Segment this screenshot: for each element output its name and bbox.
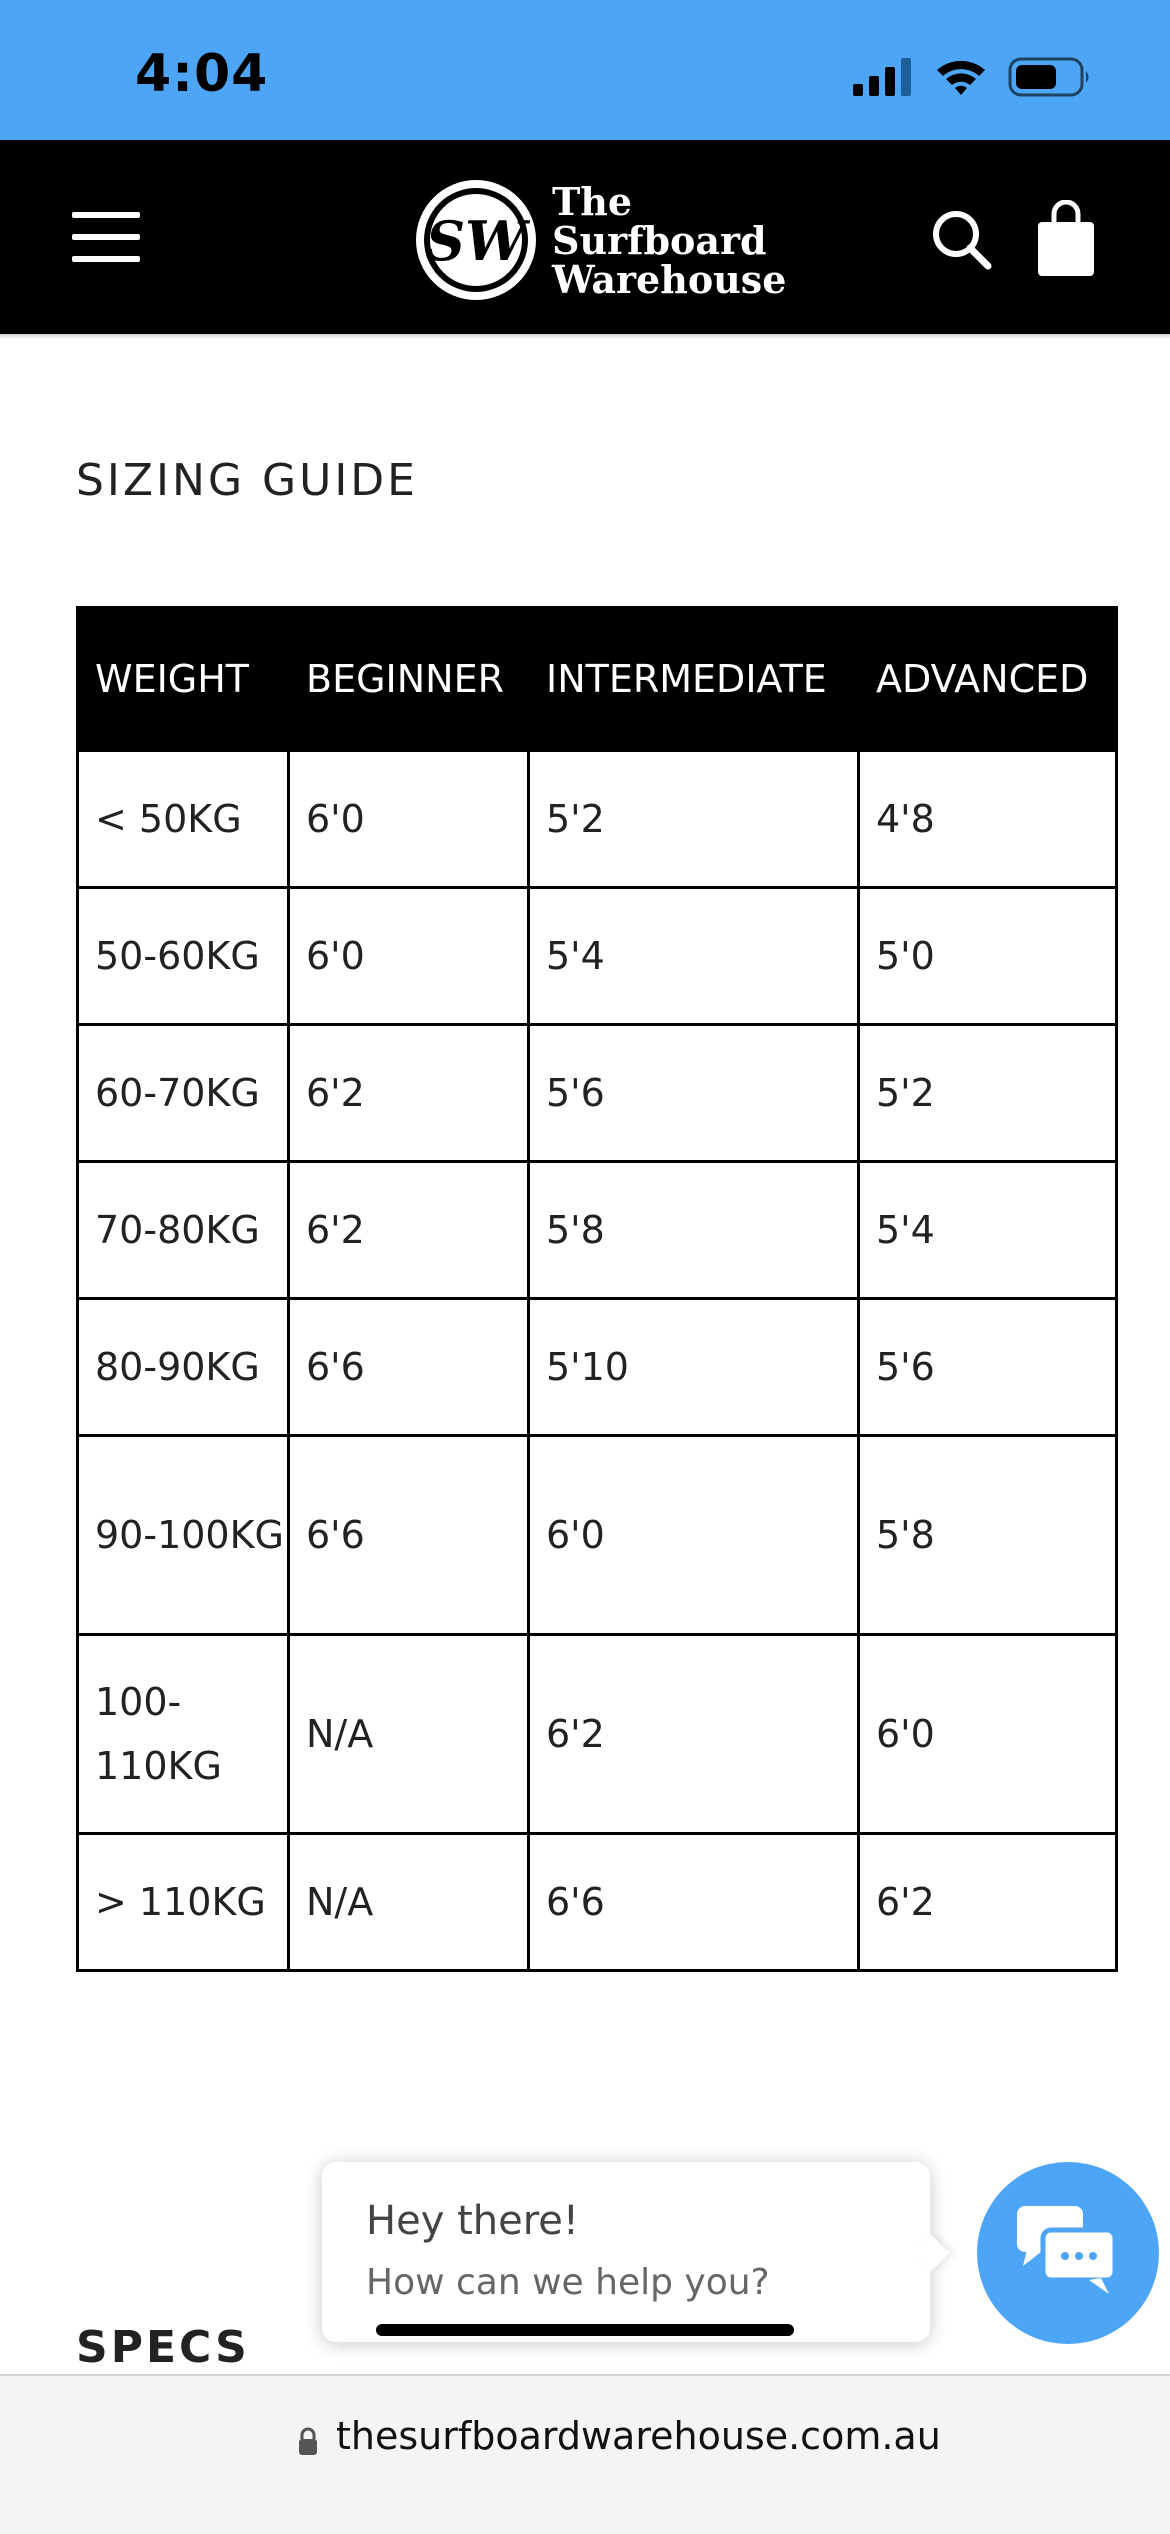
- cell-intermediate: 6'2: [529, 1635, 859, 1834]
- table-row: [78, 1834, 1117, 1971]
- cell-intermediate: 5'6: [529, 1025, 859, 1162]
- cell-weight: > 110KG: [78, 1834, 289, 1971]
- cell-intermediate: 6'6: [529, 1834, 859, 1971]
- hamburger-menu-icon[interactable]: [72, 212, 140, 262]
- cell-beginner: 6'0: [289, 751, 529, 888]
- cell-advanced: 5'8: [859, 1436, 1117, 1635]
- cell-advanced: 5'2: [859, 1025, 1117, 1162]
- table-row: [78, 1436, 1117, 1635]
- cell-advanced: 5'0: [859, 888, 1117, 1025]
- chat-launcher-button[interactable]: [977, 2162, 1159, 2344]
- status-bar: [0, 0, 1170, 140]
- column-header-intermediate: INTERMEDIATE: [529, 608, 859, 751]
- logo-line-2: Surfboard: [552, 218, 767, 263]
- cell-beginner: N/A: [289, 1834, 529, 1971]
- cell-advanced: 6'2: [859, 1834, 1117, 1971]
- column-header-advanced: ADVANCED: [859, 608, 1117, 751]
- cell-intermediate: 6'0: [529, 1436, 859, 1635]
- cell-weight: 90-100KG: [78, 1436, 289, 1635]
- site-logo[interactable]: [412, 176, 812, 306]
- cell-intermediate: 5'4: [529, 888, 859, 1025]
- cell-weight: 70-80KG: [78, 1162, 289, 1299]
- chat-bubbles-icon: [1017, 2206, 1119, 2302]
- sizing-table: [76, 606, 1118, 1972]
- cell-weight: 80-90KG: [78, 1299, 289, 1436]
- sizing-guide-title: SIZING GUIDE: [76, 455, 418, 506]
- table-row: [78, 751, 1117, 888]
- cell-beginner: 6'2: [289, 1162, 529, 1299]
- header-shadow: [0, 334, 1170, 339]
- cell-beginner: 6'0: [289, 888, 529, 1025]
- wifi-icon: [935, 56, 987, 96]
- cell-intermediate: 5'8: [529, 1162, 859, 1299]
- cell-advanced: 5'6: [859, 1299, 1117, 1436]
- cell-advanced: 6'0: [859, 1635, 1117, 1834]
- chat-greeting-bubble[interactable]: [322, 2162, 930, 2342]
- cell-weight: 100-110KG: [78, 1635, 289, 1834]
- specs-title: SPECS: [76, 2322, 250, 2373]
- home-indicator[interactable]: [376, 2324, 794, 2336]
- browser-url-bar[interactable]: [0, 2374, 1170, 2534]
- table-row: [78, 888, 1117, 1025]
- cell-beginner: 6'2: [289, 1025, 529, 1162]
- cell-intermediate: 5'10: [529, 1299, 859, 1436]
- cellular-signal-icon: [853, 58, 913, 96]
- table-row: [78, 1025, 1117, 1162]
- logo-mark-icon: [412, 176, 540, 304]
- chat-greeting: Hey there!: [366, 2198, 579, 2244]
- cell-beginner: 6'6: [289, 1436, 529, 1635]
- table-row: [78, 1635, 1117, 1834]
- search-icon[interactable]: [930, 208, 992, 270]
- cell-advanced: 5'4: [859, 1162, 1117, 1299]
- logo-line-1: The: [552, 179, 633, 224]
- logo-line-3: Warehouse: [552, 257, 787, 302]
- cell-weight: < 50KG: [78, 751, 289, 888]
- table-row: [78, 1299, 1117, 1436]
- shopping-bag-icon[interactable]: [1036, 200, 1096, 276]
- cell-beginner: 6'6: [289, 1299, 529, 1436]
- chat-subtext: How can we help you?: [366, 2262, 770, 2303]
- cell-advanced: 4'8: [859, 751, 1117, 888]
- table-header-row: [78, 608, 1117, 751]
- lock-icon: [298, 2426, 318, 2456]
- logo-wordmark: [552, 179, 787, 302]
- cell-weight: 50-60KG: [78, 888, 289, 1025]
- cell-weight: 60-70KG: [78, 1025, 289, 1162]
- status-time: 4:04: [135, 44, 269, 104]
- table-row: [78, 1162, 1117, 1299]
- cell-intermediate: 5'2: [529, 751, 859, 888]
- site-header: [0, 140, 1170, 334]
- cell-beginner: N/A: [289, 1635, 529, 1834]
- url-text: thesurfboardwarehouse.com.au: [336, 2414, 941, 2458]
- battery-icon: [1008, 55, 1092, 99]
- column-header-beginner: BEGINNER: [289, 608, 529, 751]
- logo-mark-letters: SW: [426, 209, 526, 273]
- column-header-weight: WEIGHT: [78, 608, 289, 751]
